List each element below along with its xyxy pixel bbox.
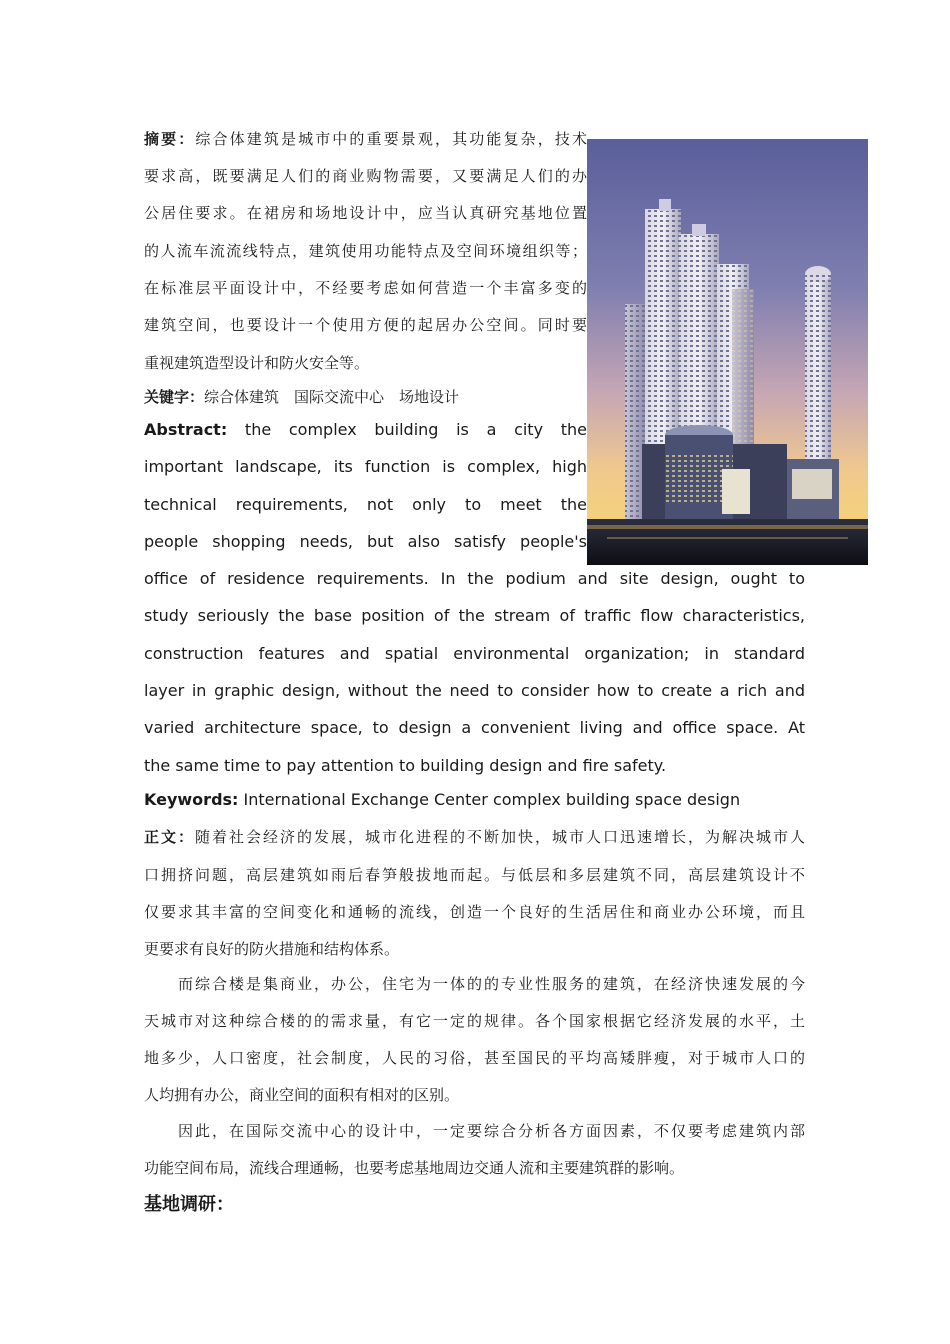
abstract-en-line-10: the same time to pay attention to building design and fire safety. — [144, 756, 667, 775]
keywords-en — [144, 790, 740, 809]
abstract-zh-line-7: 重视建筑造型设计和防火安全等。 — [144, 354, 370, 372]
abstract-en-label: Abstract: — [144, 420, 228, 439]
abstract-zh-line-1: 摘要：综合体建筑是城市中的重要景观，其功能复杂，技术 — [144, 130, 587, 148]
abstract-en-line-8: layer in graphic design, without the need to consider how to create a rich and — [144, 681, 805, 700]
abstract-en-line-7: construction features and spatial environmental organization; in standard — [144, 644, 805, 663]
body-p2-line-1: 而综合楼是集商业，办公，住宅为一体的的专业性服务的建筑，在经济快速发展的今 — [178, 975, 805, 993]
body-label: 正文： — [144, 828, 195, 846]
body-p1-line-2: 口拥挤问题，高层建筑如雨后春笋般拔地而起。与低层和多层建筑不同，高层建筑设计不 — [144, 866, 805, 884]
keywords-en-label: Keywords: — [144, 790, 239, 809]
keywords-zh-text: 综合体建筑 国际交流中心 场地设计 — [204, 388, 460, 406]
keywords-zh — [144, 386, 459, 407]
body-p3-line-2: 功能空间布局，流线合理通畅，也要考虑基地周边交通人流和主要建筑群的影响。 — [144, 1159, 685, 1177]
body-p1-line-4: 更要求有良好的防火措施和结构体系。 — [144, 940, 400, 958]
section-heading: 基地调研： — [144, 1194, 234, 1215]
abstract-zh-line-5: 在标准层平面设计中，不经要考虑如何营造一个丰富多变的 — [144, 279, 587, 297]
abstract-en-line-5: office of residence requirements. In the podium and site design, ought to — [144, 569, 805, 588]
body-p3-line-1: 因此，在国际交流中心的设计中，一定要综合分析各方面因素，不仅要考虑建筑内部 — [178, 1122, 805, 1140]
abstract-en-line-4: people shopping needs, but also satisfy people's — [144, 532, 587, 551]
abstract-zh-line-3: 公居住要求。在裙房和场地设计中，应当认真研究基地位置 — [144, 204, 587, 222]
abstract-zh-line-6: 建筑空间，也要设计一个使用方便的起居办公空间。同时要 — [144, 316, 587, 334]
abstract-en-line-3: technical requirements, not only to meet the — [144, 495, 587, 514]
body-p2-line-3: 地多少，人口密度，社会制度，人民的习俗，甚至国民的平均高矮胖瘦，对于城市人口的 — [144, 1049, 805, 1067]
building-rendering-image — [587, 139, 868, 565]
abstract-zh-line-2: 要求高，既要满足人们的商业购物需要，又要满足人们的办 — [144, 167, 587, 185]
body-p1-line-3: 仅要求其丰富的空间变化和通畅的流线，创造一个良好的生活居住和商业办公环境，而且 — [144, 903, 805, 921]
abstract-en-line-9: varied architecture space, to design a convenient living and office space. At — [144, 718, 805, 737]
keywords-en-text: International Exchange Center complex building space design — [243, 790, 741, 809]
abstract-en-line-2: important landscape, its function is complex, high — [144, 457, 587, 476]
abstract-zh-label: 摘要： — [144, 130, 196, 148]
abstract-zh-line-4: 的人流车流流线特点，建筑使用功能特点及空间环境组织等； — [144, 242, 587, 260]
abstract-en-line-6: study seriously the base position of the stream of traffic flow characteristics, — [144, 606, 805, 625]
body-p2-line-4: 人均拥有办公，商业空间的面积有相对的区别。 — [144, 1086, 460, 1104]
abstract-en-line-1: Abstract: the complex building is a city the — [144, 420, 587, 439]
keywords-zh-label: 关键字： — [144, 388, 205, 406]
body-p1-line-1: 正文：随着社会经济的发展，城市化进程的不断加快，城市人口迅速增长，为解决城市人 — [144, 828, 805, 846]
body-p2-line-2: 天城市对这种综合楼的的需求量，有它一定的规律。各个国家根据它经济发展的水平，土 — [144, 1012, 805, 1030]
